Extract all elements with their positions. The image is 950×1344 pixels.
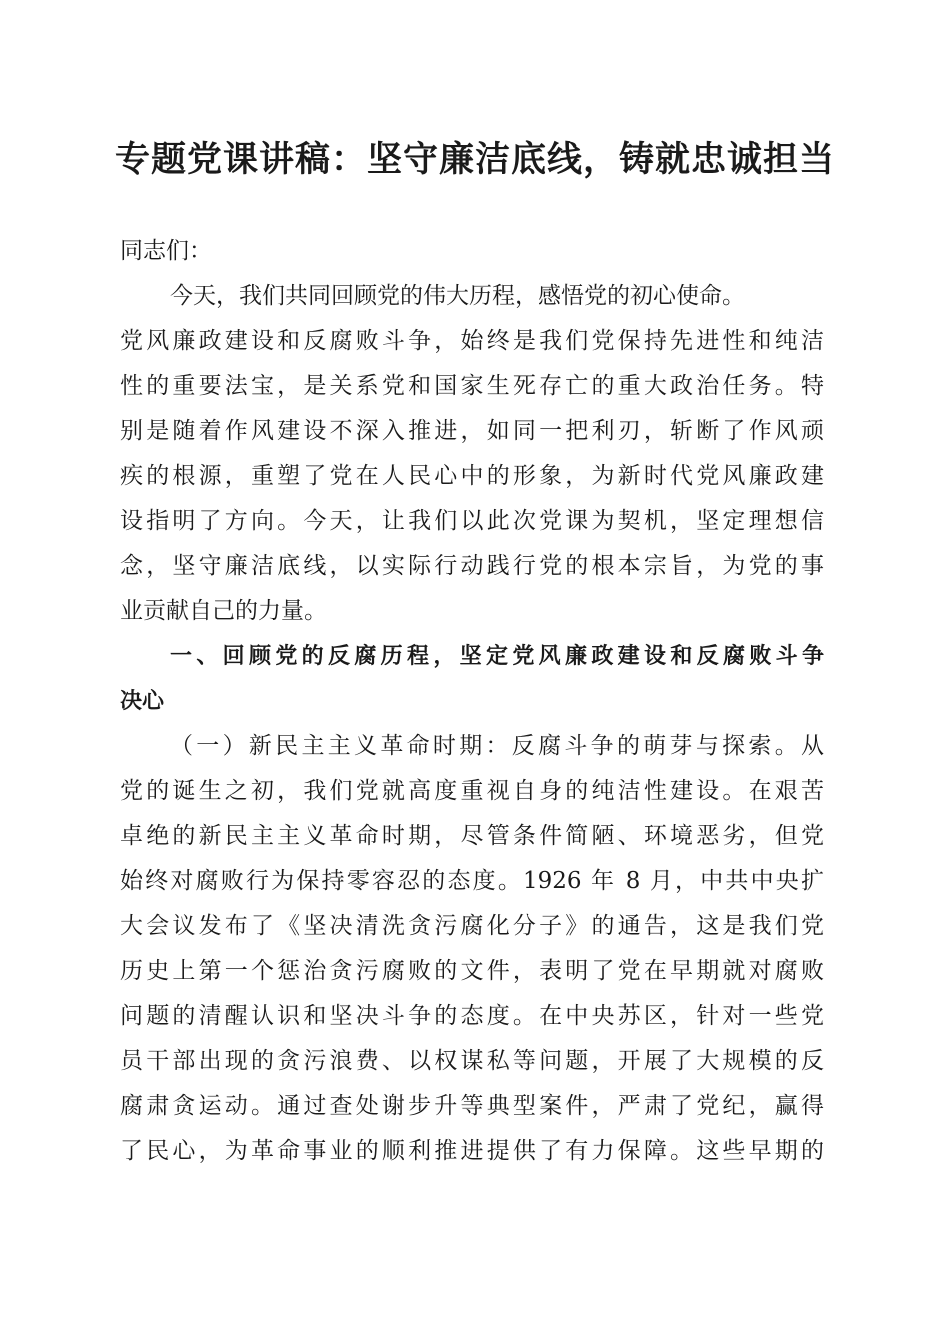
salutation: 同志们： [120,238,212,264]
paragraph-line: 始终对腐败行为保持零容忍的态度。1926 年 8 月，中共中央扩 [120,868,824,894]
paragraph-line: 性的重要法宝，是关系党和国家生死存亡的重大政治任务。特 [120,373,824,399]
section-heading: 一、回顾党的反腐历程，坚定党风廉政建设和反腐败斗争 [170,644,824,669]
paragraph-line: 员干部出现的贪污浪费、以权谋私等问题，开展了大规模的反 [120,1048,824,1074]
paragraph-line: 卓绝的新民主主义革命时期，尽管条件简陋、环境恶劣，但党 [120,823,824,849]
paragraph-line: 今天，我们共同回顾党的伟大历程，感悟党的初心使命。 [170,283,745,309]
document-body [120,229,824,1174]
paragraph-line: 业贡献自己的力量。 [120,598,327,624]
paragraph-line: 大会议发布了《坚决清洗贪污腐化分子》的通告，这是我们党 [120,913,824,939]
paragraph-line: 疾的根源，重塑了党在人民心中的形象，为新时代党风廉政建 [120,463,824,489]
document-title: 专题党课讲稿：坚守廉洁底线，铸就忠诚担当 [114,140,835,180]
paragraph-line: 了民心，为革命事业的顺利推进提供了有力保障。这些早期的 [120,1138,824,1164]
paragraph-line: 念，坚守廉洁底线，以实际行动践行党的根本宗旨，为党的事 [120,553,824,579]
paragraph-line: 党风廉政建设和反腐败斗争，始终是我们党保持先进性和纯洁 [120,328,824,354]
paragraph-line: 别是随着作风建设不深入推进，如同一把利刃，斩断了作风顽 [120,418,824,444]
section-heading: 决心 [120,689,165,714]
paragraph-line: 党的诞生之初，我们党就高度重视自身的纯洁性建设。在艰苦 [120,778,824,804]
paragraph-line: 问题的清醒认识和坚决斗争的态度。在中央苏区，针对一些党 [120,1003,824,1029]
paragraph-line: 腐肃贪运动。通过查处谢步升等典型案件，严肃了党纪，赢得 [120,1093,824,1119]
paragraph-line: 设指明了方向。今天，让我们以此次党课为契机，坚定理想信 [120,508,824,534]
paragraph-line: （一）新民主主义革命时期：反腐斗争的萌芽与探索。从 [170,733,824,759]
paragraph-line: 历史上第一个惩治贪污腐败的文件，表明了党在早期就对腐败 [120,958,824,984]
